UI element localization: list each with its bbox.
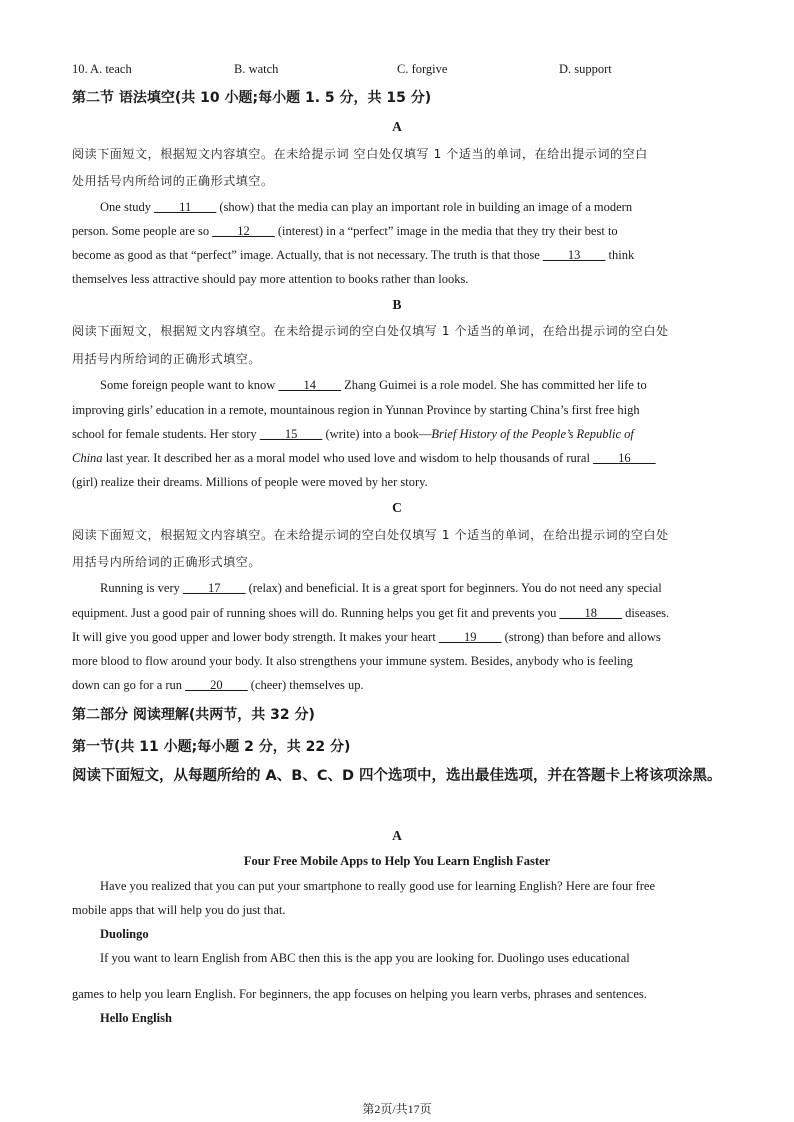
text-span: think [605,248,635,262]
reading-a-label: A [392,828,402,843]
passage-c-instruction-1: 阅读下面短文，根据短文内容填空。在未给提示词的空白处仅填写 1 个适当的单词，在给出提示词的空白处 [72,528,669,542]
part2-heading: 第二部分 阅读理解(共两节，共 32 分) [72,707,315,723]
passage-b-label: B [392,297,402,312]
duolingo-line-2: games to help you learn English. For beginners, the app focuses on helping you learn verbs, phrases and sentences. [72,987,647,1001]
passage-b-line-5: (girl) realize their dreams. Millions of people were moved by her story. [72,475,428,489]
blank-17[interactable]: ____17____ [182,581,246,595]
q10-option-a: 10. A. teach [72,62,132,76]
passage-a-line-3 [72,248,724,263]
blank-14[interactable]: ____14____ [278,378,341,392]
book-title: Brief History of the People’s Republic of [431,427,634,441]
blank-11[interactable]: ____11____ [154,200,217,214]
text-span: person. Some people are so [72,224,213,238]
passage-c-line-5 [72,678,724,693]
blank-15[interactable]: ____15____ [259,427,323,441]
text-span: (write) into a book— [322,427,432,441]
app-heading-hello-english: Hello English [100,1011,172,1025]
passage-b-line-2: improving girls’ education in a remote, mountainous region in Yunnan Province by starting China’s first free high [72,403,640,417]
text-span: become as good as that “perfect” image. Actually, that is not necessary. The truth is that those [72,248,543,262]
q10-option-b: B. watch [234,62,279,76]
page-footer: 第2页/共17页 [362,1102,432,1116]
reading-a-intro-1: Have you realized that you can put your smartphone to really good use for learning English? Here are four free [100,879,655,893]
text-span: (interest) in a “perfect” image in the media that they try their best to [274,224,618,238]
blank-16[interactable]: ____16____ [593,451,656,465]
text-span: It will give you good upper and lower body strength. It makes your heart [72,630,439,644]
passage-c-label: C [392,500,402,515]
passage-c-line-2 [72,606,724,621]
q10-option-c: C. forgive [397,62,448,76]
reading-a-intro-2: mobile apps that will help you do just that. [72,903,286,917]
passage-b-instruction-1: 阅读下面短文，根据短文内容填空。在未给提示词的空白处仅填写 1 个适当的单词，在给出提示词的空白处 [72,324,669,338]
passage-a-instruction-1: 阅读下面短文，根据短文内容填空。在未给提示词 空白处仅填写 1 个适当的单词，在给出提示词的空白 [72,147,648,161]
book-title-end: China [72,451,103,465]
text-span: diseases. [621,606,670,620]
passage-a-line-2 [72,224,724,239]
passage-b-line-4 [72,451,724,466]
blank-18[interactable]: ____18____ [559,606,622,620]
text-span: last year. It described her as a moral model who used love and wisdom to help thousands of rural [102,451,594,465]
text-span: (strong) than before and allows [501,630,661,644]
passage-b-instruction-2: 用括号内所给词的正确形式填空。 [72,352,262,366]
text-span: equipment. Just a good pair of running shoes will do. Running helps you get fit and prevents you [72,606,560,620]
passage-a-label: A [392,119,402,134]
text-span: One study [100,200,155,214]
duolingo-line-1: If you want to learn English from ABC then this is the app you are looking for. Duolingo uses educational [100,951,630,965]
passage-c-line-4: more blood to flow around your body. It also strengthens your immune system. Besides, anybody who is feeling [72,654,633,668]
passage-b-line-3 [72,427,724,442]
blank-12[interactable]: ____12____ [212,224,275,238]
text-span: school for female students. Her story [72,427,260,441]
passage-a-instruction-2: 处用括号内所给词的正确形式填空。 [72,174,274,188]
blank-13[interactable]: ____13____ [542,248,606,262]
text-span: down can go for a run [72,678,186,692]
text-span: (cheer) themselves up. [247,678,364,692]
passage-c-line-3 [72,630,724,645]
text-span: Running is very [100,581,183,595]
passage-b-line-1 [100,378,724,393]
section1-heading: 第一节(共 11 小题;每小题 2 分，共 22 分) [72,739,351,755]
passage-a-line-4: themselves less attractive should pay more attention to books rather than looks. [72,272,469,286]
q10-option-d: D. support [559,62,612,76]
text-span: Some foreign people want to know [100,378,279,392]
passage-c-line-1 [100,581,724,596]
section2-heading: 第二节 语法填空(共 10 小题;每小题 1. 5 分，共 15 分) [72,90,432,106]
text-span: Zhang Guimei is a role model. She has committed her life to [340,378,647,392]
passage-a-line-1 [100,200,724,215]
reading-a-title: Four Free Mobile Apps to Help You Learn English Faster [243,854,551,868]
blank-20[interactable]: ____20____ [185,678,248,692]
text-span: (relax) and beneficial. It is a great sport for beginners. You do not need any special [245,581,662,595]
reading-instruction: 阅读下面短文，从每题所给的 A、B、C、D 四个选项中，选出最佳选项，并在答题卡上将该项涂黑。 [72,768,722,784]
blank-19[interactable]: ____19____ [438,630,502,644]
app-heading-duolingo: Duolingo [100,927,149,941]
text-span: (show) that the media can play an important role in building an image of a modern [216,200,633,214]
passage-c-instruction-2: 用括号内所给词的正确形式填空。 [72,555,262,569]
